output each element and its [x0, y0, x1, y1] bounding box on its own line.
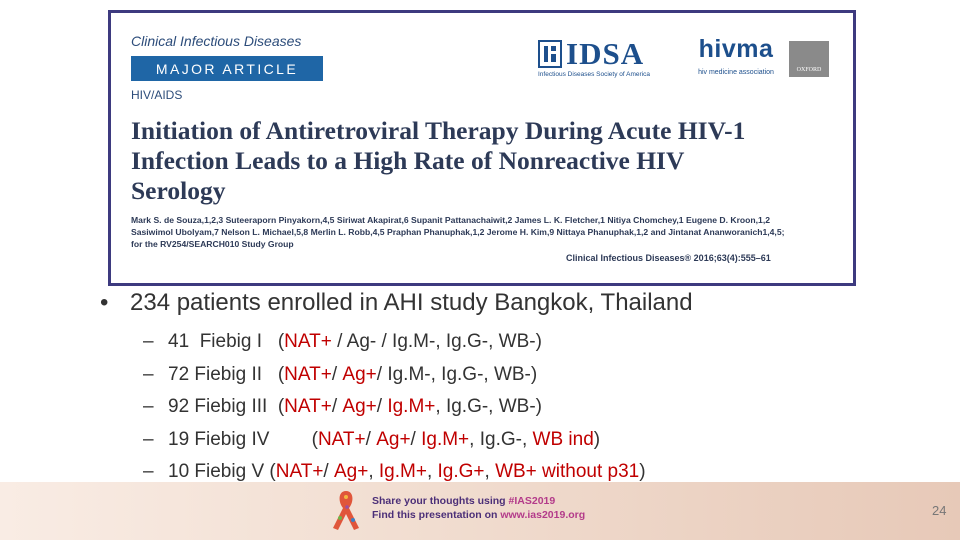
fiebig-stage-item: – 72 Fiebig II ( NAT+ / Ag+ / Ig.M-, Ig.G-, WB-) — [143, 359, 920, 392]
slide-number: 24 — [932, 503, 947, 518]
title-line: Serology — [131, 176, 226, 205]
hashtag-link[interactable]: #IAS2019 — [508, 495, 556, 507]
paper-title — [131, 116, 841, 206]
author-list — [131, 214, 843, 250]
bullet-icon: • — [100, 289, 109, 316]
fiebig-stage-item: – 10 Fiebig V ( NAT+ / Ag+ , Ig.M+ , Ig.G+ , WB+ without p31 ) — [143, 456, 920, 489]
hivma-logo — [691, 35, 781, 79]
slide-bullets — [100, 287, 920, 489]
conference-footer — [0, 482, 960, 540]
dash-icon: – — [143, 363, 154, 385]
title-line: Infection Leads to a High Rate of Nonreactive HIV — [131, 146, 685, 175]
oxford-logo: OXFORD — [789, 41, 829, 77]
fiebig-stage-list — [143, 326, 920, 489]
hivma-tagline: hiv medicine association — [698, 69, 774, 76]
main-bullet-text: 234 patients enrolled in AHI study Bangkok, Thailand — [130, 289, 693, 316]
idsa-logo — [538, 36, 666, 82]
author-line: Sasiwimol Ubolyam,7 Nelson L. Michael,5,8 Merlin L. Robb,4,5 Praphan Phanuphak,1,2 Jerome H. Kim,9 Nittaya Phanuphak,1,2 and Jintanat Ananworanich1,4,5; — [131, 227, 785, 237]
idsa-emblem-icon — [538, 40, 562, 68]
author-line: Mark S. de Souza,1,2,3 Suteeraporn Pinyakorn,4,5 Siriwat Akapirat,6 Supanit Pattanachaiwit,2 James L. K. Fletcher,1 Nitiya Chomchey,1 Eugene D. Kroon,1,2 — [131, 215, 771, 225]
fiebig-stage-item: – 41 Fiebig I ( NAT+ / Ag- / Ig.M-, Ig.G-, WB-) — [143, 326, 920, 359]
article-type-badge: MAJOR ARTICLE — [131, 56, 323, 81]
main-bullet — [100, 287, 920, 319]
journal-name: Clinical Infectious Diseases — [131, 33, 302, 49]
dash-icon: – — [143, 428, 154, 450]
fiebig-stage-item: – 19 Fiebig IV ( NAT+ / Ag+ / Ig.M+ , Ig.G-, WB ind ) — [143, 424, 920, 457]
title-line: Initiation of Antiretroviral Therapy During Acute HIV-1 — [131, 116, 746, 145]
dash-icon: – — [143, 396, 154, 417]
dash-icon: – — [143, 331, 154, 352]
dash-icon: – — [143, 461, 154, 482]
idsa-wordmark: IDSA — [566, 36, 645, 71]
article-topic: HIV/AIDS — [131, 88, 183, 102]
author-line: for the RV254/SEARCH010 Study Group — [131, 239, 294, 249]
conference-url-link[interactable]: www.ias2019.org — [500, 509, 586, 521]
ias-ribbon-icon — [326, 488, 366, 532]
hivma-wordmark: hivma — [698, 35, 774, 63]
idsa-tagline: Infectious Diseases Society of America — [538, 71, 650, 78]
share-text: Share your thoughts using #IAS2019 Find this presentation on www.ias2019.org — [372, 495, 586, 521]
journal-citation: Clinical Infectious Diseases® 2016;63(4):555–61 — [566, 253, 771, 263]
paper-header-image — [108, 10, 856, 286]
fiebig-stage-item: – 92 Fiebig III ( NAT+ / Ag+ / Ig.M+ , Ig.G-, WB-) — [143, 391, 920, 424]
